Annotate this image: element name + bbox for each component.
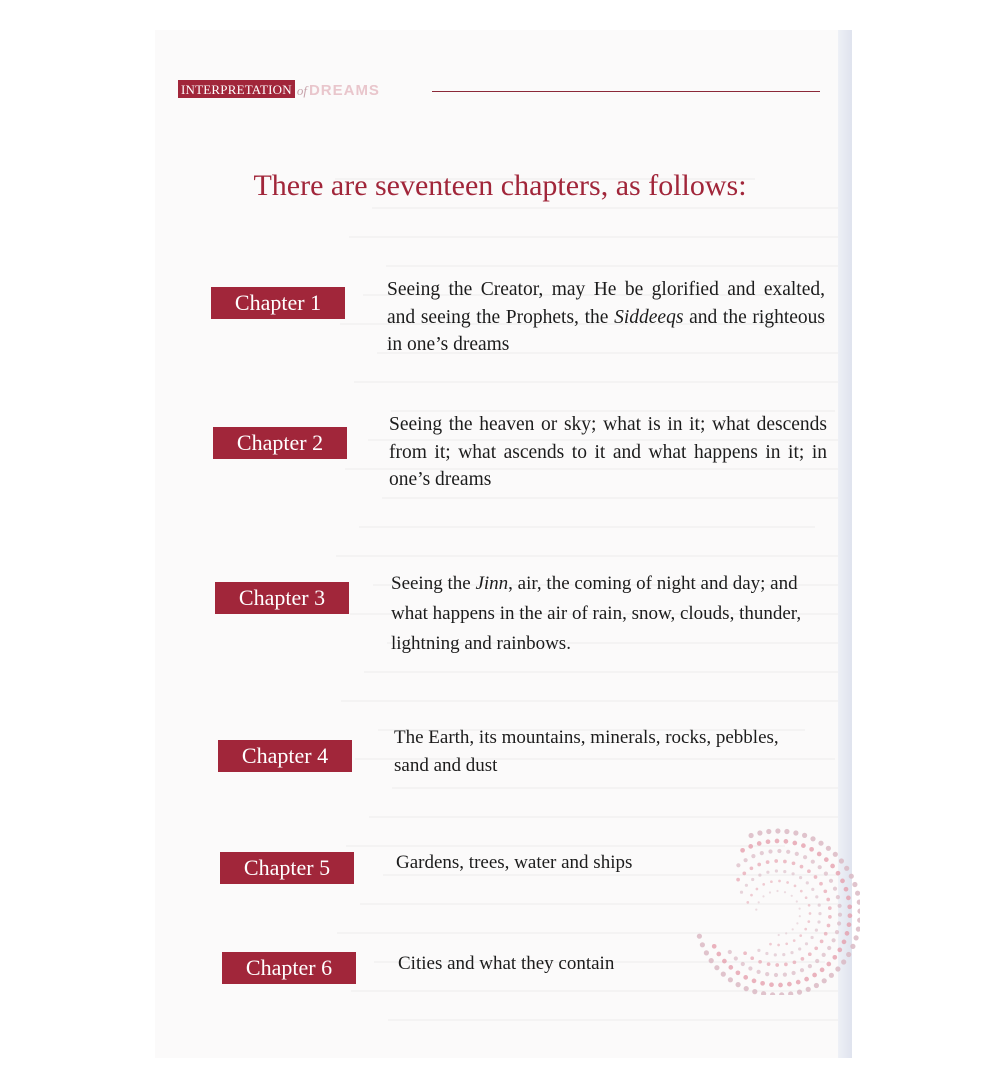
spiral-dot — [829, 879, 833, 883]
spiral-dot — [837, 948, 842, 953]
spiral-dot — [766, 860, 770, 864]
spiral-dot — [824, 857, 829, 862]
spiral-dot — [751, 878, 754, 881]
spiral-dot — [815, 959, 819, 963]
bleed-through-line — [364, 671, 850, 673]
spiral-dot — [750, 894, 753, 897]
spiral-dot — [743, 951, 747, 955]
spiral-dot — [760, 851, 764, 855]
spiral-dot — [814, 875, 818, 879]
running-header — [178, 80, 380, 98]
spiral-dot — [804, 977, 809, 982]
spiral-dot — [808, 964, 812, 968]
spiral-dot — [782, 953, 785, 956]
spiral-dot — [761, 991, 766, 995]
spiral-dot — [827, 946, 831, 950]
spiral-dot — [829, 973, 834, 978]
spiral-dot — [819, 882, 823, 886]
spiral-dot — [850, 944, 855, 949]
spiral-dot — [716, 952, 721, 957]
spiral-dot — [783, 973, 787, 977]
spiral-dot — [784, 963, 788, 967]
spiral-dot — [765, 952, 768, 955]
spiral-dot — [835, 966, 840, 971]
spiral-dot — [757, 863, 761, 867]
spiral-dot — [784, 839, 789, 844]
spiral-dot — [740, 891, 743, 894]
spiral-dot — [836, 871, 841, 876]
spiral-dot — [783, 860, 787, 864]
spiral-dot — [826, 962, 831, 967]
spiral-dot — [795, 852, 799, 856]
spiral-dot — [722, 959, 727, 964]
spiral-dot — [798, 947, 801, 950]
spiral-dot — [815, 895, 818, 898]
spiral-dot — [818, 904, 821, 907]
spiral-dot — [793, 939, 796, 942]
spiral-dot — [760, 981, 765, 986]
spiral-dot — [846, 952, 851, 957]
spiral-dot — [709, 958, 714, 963]
spiral-dot — [728, 965, 733, 970]
spiral-dot — [762, 883, 765, 886]
spiral-dot — [824, 872, 828, 876]
spiral-dot — [847, 922, 852, 927]
spiral-dot — [792, 872, 795, 875]
spiral-dot — [774, 859, 778, 863]
spiral-dot — [748, 844, 753, 849]
bleed-through-line — [336, 555, 845, 557]
spiral-dot — [769, 943, 772, 946]
spiral-dot — [777, 849, 781, 853]
spiral-dot — [778, 880, 781, 883]
spiral-dot — [799, 908, 801, 910]
spiral-dot — [779, 992, 784, 995]
spiral-dot — [857, 900, 860, 905]
spiral-dot — [832, 955, 837, 960]
spiral-dot — [844, 887, 849, 892]
spiral-dot — [791, 895, 793, 897]
spiral-dot — [822, 953, 826, 957]
spiral-dot — [736, 970, 741, 975]
spiral-dot — [792, 861, 796, 865]
bleed-through-line — [354, 381, 850, 383]
spiral-dot — [745, 884, 748, 887]
spiral-dot — [833, 887, 837, 891]
spiral-dot — [769, 982, 774, 987]
chapter-description-2: Seeing the heaven or sky; what is in it; what descends from it; what ascends to it and what happens in it; in one’s dreams — [389, 414, 827, 490]
spiral-dot — [809, 912, 812, 915]
spiral-dot — [714, 965, 719, 970]
spiral-dot — [793, 960, 797, 964]
spiral-dot — [857, 909, 860, 914]
bleed-through-line — [382, 497, 850, 499]
spiral-dot — [775, 828, 780, 833]
running-title-interpretation: INTERPRETATION — [178, 80, 295, 98]
spiral-dot — [844, 866, 849, 871]
spiral-dot — [794, 885, 797, 888]
spiral-dot — [823, 889, 827, 893]
spiral-dot — [736, 878, 740, 882]
spiral-dot — [767, 962, 771, 966]
spiral-dot — [775, 963, 779, 967]
spiral-dot — [742, 872, 746, 876]
spiral-dot — [840, 879, 845, 884]
spiral-dot — [700, 942, 705, 947]
spiral-dot — [769, 891, 771, 893]
spiral-dot — [790, 951, 793, 954]
spiral-dot — [775, 839, 780, 844]
chapter-description-1 — [387, 276, 825, 359]
spiral-dot — [800, 890, 803, 893]
spiral-dot — [728, 977, 733, 982]
spiral-dot — [827, 924, 831, 928]
spiral-dot — [757, 841, 762, 846]
spiral-dot — [785, 942, 788, 945]
spiral-dot — [792, 971, 796, 975]
spiral-dot — [818, 865, 822, 869]
spiral-dot — [776, 890, 778, 892]
spiral-dot — [841, 959, 846, 964]
spiral-dot — [802, 833, 807, 838]
spiral-dot — [784, 829, 789, 834]
spiral-dot — [744, 858, 748, 862]
chapter-badge-3: Chapter 3 — [215, 582, 349, 614]
spiral-dot — [796, 922, 798, 924]
spiral-dot — [750, 866, 754, 870]
spiral-dot — [788, 991, 793, 995]
chapter-1-text-a: Seeing the Creator, may He be glorified and exalted, and seeing the Prophets, the — [387, 279, 825, 328]
spiral-dot — [807, 869, 811, 873]
spiral-dot — [847, 904, 852, 909]
spiral-dot — [857, 918, 860, 923]
chapter-3-text-em: Jinn — [475, 573, 509, 594]
spiral-dot — [838, 904, 842, 908]
spiral-dot — [849, 874, 854, 879]
spiral-dot — [817, 920, 820, 923]
spiral-dot — [786, 881, 789, 884]
chapter-description-4: The Earth, its mountains, minerals, rocks, pebbles, sand and dust — [394, 727, 779, 776]
chapter-1-text-em: Siddeeqs — [614, 306, 684, 328]
spiral-dot — [811, 860, 815, 864]
spiral-dot — [770, 992, 775, 995]
spiral-dot — [783, 870, 786, 873]
spiral-dot — [837, 921, 841, 925]
spiral-dot — [741, 962, 745, 966]
spiral-dot — [756, 888, 759, 891]
spiral-dot — [758, 901, 760, 903]
spiral-dot — [766, 871, 769, 874]
spiral-dot — [734, 956, 738, 960]
spiral-dot — [787, 982, 792, 987]
spiral-dot — [806, 881, 809, 884]
spiral-dot — [758, 960, 762, 964]
spiral-dot — [751, 854, 755, 858]
spiral-dot — [833, 852, 838, 857]
bleed-through-line — [388, 1019, 850, 1021]
spiral-dot — [806, 987, 811, 992]
spiral-dot — [811, 936, 814, 939]
spiral-dot — [855, 891, 860, 896]
spiral-dot — [749, 833, 754, 838]
spiral-dot — [768, 849, 772, 853]
spiral-dot — [757, 830, 762, 835]
spiral-dot — [818, 912, 821, 915]
spiral-dot — [809, 847, 814, 852]
spiral-dot — [792, 928, 794, 930]
bleed-through-line — [341, 700, 850, 702]
spiral-dot — [785, 932, 787, 934]
spiral-dot — [828, 915, 832, 919]
spiral-dot — [752, 979, 757, 984]
spiral-dot — [808, 904, 811, 907]
spiral-dot — [774, 973, 778, 977]
spiral-dot — [697, 934, 702, 939]
running-title-of: of — [296, 83, 307, 98]
spiral-dot — [721, 972, 726, 977]
spiral-dot — [775, 869, 778, 872]
spiral-dot — [736, 982, 741, 987]
spiral-dot — [805, 942, 808, 945]
spiral-dot — [766, 829, 771, 834]
spiral-dot — [800, 968, 804, 972]
spiral-dot — [748, 966, 752, 970]
spiral-dot — [765, 972, 769, 976]
spiral-dot — [856, 927, 860, 932]
spiral-dot — [808, 952, 812, 956]
spiral-dot — [826, 846, 831, 851]
spiral-dot — [828, 906, 832, 910]
chapter-badge-2: Chapter 2 — [213, 427, 347, 459]
spiral-dot — [778, 983, 783, 988]
chapter-badge-6: Chapter 6 — [222, 952, 356, 984]
spiral-dot — [770, 880, 773, 883]
spiral-dot — [820, 968, 825, 973]
bleed-through-line — [392, 787, 850, 789]
dotted-spiral-ornament — [690, 825, 860, 995]
chapter-3-text-a: Seeing the — [391, 573, 476, 594]
spiral-dot — [848, 913, 853, 918]
spiral-dot — [766, 839, 771, 844]
spiral-dot — [830, 864, 835, 869]
spiral-dot — [743, 975, 748, 980]
spiral-dot — [846, 896, 851, 901]
spiral-dot — [778, 934, 780, 936]
chapter-badge-1: Chapter 1 — [211, 287, 345, 319]
spiral-dot — [744, 986, 749, 991]
spiral-dot — [824, 932, 828, 936]
bleed-through-line — [359, 526, 815, 528]
spiral-dot — [814, 983, 819, 988]
spiral-dot — [728, 950, 732, 954]
chapter-3-text-b: , air, the coming of night and day; and what happens in the air of rain, snow, clouds, thunder, lightning and rainbows. — [391, 573, 802, 654]
spiral-dot — [815, 929, 818, 932]
spiral-dot — [704, 950, 709, 955]
spiral-dot — [811, 888, 814, 891]
spiral-dot — [793, 830, 798, 835]
spiral-dot — [810, 836, 815, 841]
spiral-dot — [774, 953, 777, 956]
spiral-dot — [792, 841, 797, 846]
spiral-dot — [852, 882, 857, 887]
spiral-dot — [839, 858, 844, 863]
spiral-dot — [757, 949, 760, 952]
spiral-dot — [755, 909, 757, 911]
spiral-dot — [835, 930, 839, 934]
spiral-dot — [812, 973, 817, 978]
running-title-dreams: DREAMS — [308, 82, 380, 99]
spiral-dot — [777, 944, 780, 947]
spiral-dot — [803, 855, 807, 859]
bleed-through-line — [386, 265, 850, 267]
spiral-dot — [832, 938, 836, 942]
spiral-dot — [736, 863, 740, 867]
spiral-dot — [799, 934, 802, 937]
spiral-dot — [801, 957, 805, 961]
chapter-description-3 — [391, 569, 833, 659]
spiral-dot — [712, 944, 717, 949]
spiral-dot — [820, 940, 824, 944]
spiral-dot — [845, 931, 850, 936]
spiral-dot — [740, 848, 745, 853]
spiral-dot — [784, 891, 786, 893]
spiral-dot — [801, 843, 806, 848]
bleed-through-line — [369, 816, 850, 818]
spiral-dot — [786, 850, 790, 854]
spiral-dot — [799, 876, 802, 879]
spiral-dot — [814, 946, 818, 950]
spiral-dot — [757, 970, 761, 974]
spiral-dot — [805, 896, 808, 899]
chapter-description-6: Cities and what they contain — [398, 953, 615, 974]
bleed-through-line — [372, 207, 845, 209]
spiral-dot — [836, 895, 840, 899]
spiral-dot — [746, 901, 749, 904]
spiral-dot — [752, 989, 757, 994]
spiral-dot — [822, 978, 827, 983]
spiral-dot — [797, 990, 802, 995]
page-title: There are seventeen chapters, as follows: — [253, 169, 747, 202]
spiral-dot — [796, 900, 798, 902]
spiral-dot — [838, 913, 842, 917]
spiral-dot — [818, 841, 823, 846]
bleed-through-line — [349, 236, 850, 238]
spiral-dot — [799, 915, 801, 917]
spiral-dot — [854, 935, 859, 940]
spiral-dot — [796, 980, 801, 985]
chapter-description-5: Gardens, trees, water and ships — [396, 852, 633, 873]
spiral-dot — [804, 928, 807, 931]
spiral-dot — [758, 874, 761, 877]
chapter-1-text-b: and the righteous in one’s dreams — [387, 306, 825, 355]
spiral-dot — [750, 956, 754, 960]
spiral-dot — [826, 898, 830, 902]
spiral-dot — [807, 920, 810, 923]
spiral-dot — [842, 940, 847, 945]
header-rule — [432, 91, 820, 92]
chapter-badge-5: Chapter 5 — [220, 852, 354, 884]
spiral-dot — [762, 895, 764, 897]
spiral-dot — [817, 852, 822, 857]
chapter-badge-4: Chapter 4 — [218, 740, 352, 772]
spiral-dot — [800, 865, 804, 869]
